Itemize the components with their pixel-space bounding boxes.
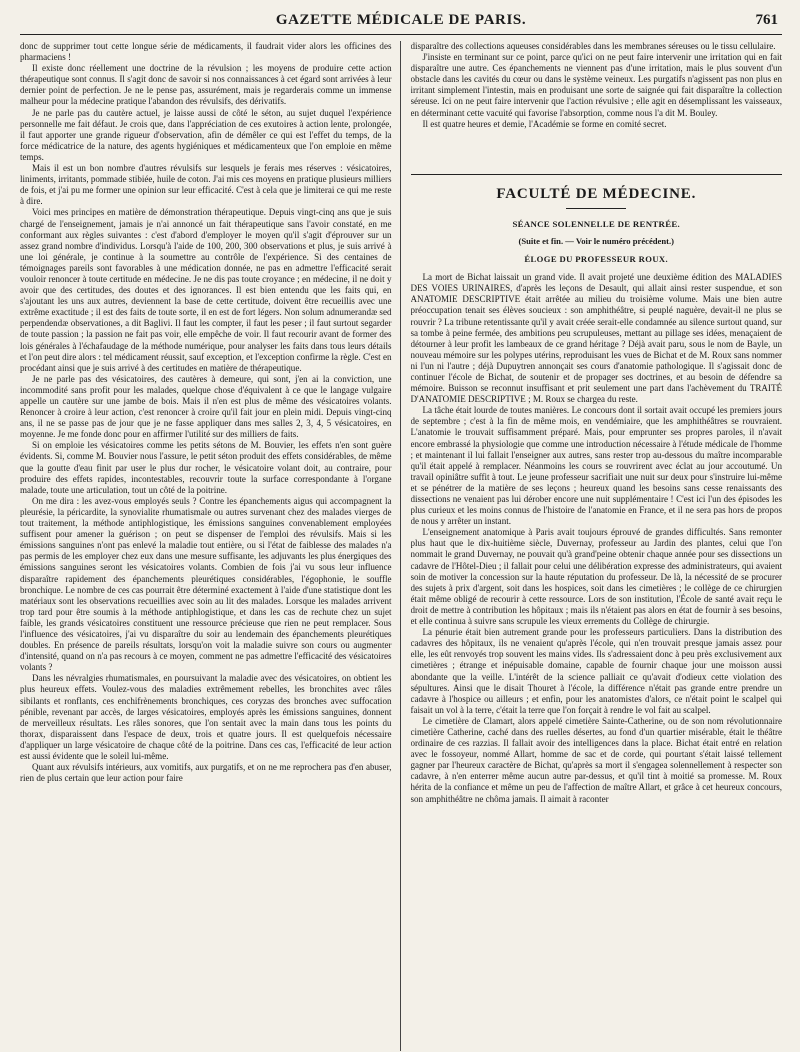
paragraph: La tâche était lourde de toutes manières. Le concours dont il sortait avait occupé les premiers jours de septembre ; c'est à la fin de même mois, en vendémiaire, que les amphithéâtres se rouvraient. L'anatomie le trouvait suffisamment préparé. Mais, pour emprunter ses propres paroles, il n'avait encore embrassé la physiologie que comme une introduction nécessaire à l'étude médicale de l'homme ; et maintenant il lui fallait l'enseigner aux autres, sans rester trop au-dessous du maître incomparable qu'il était appelé à remplacer. Néanmoins les cours se rouvrirent avec éclat au jour accoutumé. Un travail opiniâtre suffit à tout. Le jeune professeur sacrifiait une nuit sur deux pour s'instruire lui-même et se pénétrer de la matière de ses leçons ; heureux quand les besoins sans cesse renaissants des dissections ne venaient pas lui dérober encore une nuit supplémentaire ! C'est ici l'un des épisodes les plus curieux et les moins connus de l'histoire de l'anatomie en France, et il ne sera pas hors de propos de nous y arrêter un instant. (410, 405, 782, 527)
section-subtitle: SÉANCE SOLENNELLE DE RENTRÉE. (512, 218, 681, 229)
paragraph: Il existe donc réellement une doctrine de la révulsion ; les moyens de produire cette action thérapeutique sont connus. Il s'agit donc de savoir si nos connaissances à cet égard sont arrivées à leur dernier point de perfection. Je ne le pense pas, assurément, mais je regarderais comme un immense malheur pour la médecine pratique l'abandon des révulsifs, des dérivatifs. (20, 63, 392, 107)
paragraph: Je ne parle pas des vésicatoires, des cautères à demeure, qui sont, j'en ai la conviction, une incommodité sans profit pour les malades, quelque chose d'équivalent à ce que le langage vulgaire appelle un cautère sur une jambe de bois. Mais il n'en est plus de même des vésicatoires volants. Renoncer à croire à leur action, c'est renoncer à croire qu'il fait jour en plein midi. Depuis vingt-cinq ans, il ne se passe pas de jour que je ne fasse appliquer dans mes salles 2, 3, 4, 5 vésicatoires, en moyenne. Je me fonde donc pour en affirmer l'utilité sur des milliers de faits. (20, 373, 392, 440)
paragraph: La mort de Bichat laissait un grand vide. Il avait projeté une deuxième édition des MALADIES DES VOIES URINAIRES, d'après les leçons de Desault, qui allait ainsi rester suspendue, et son ANATOMIE DESCRIPTIVE était arrêtée au milieu du troisième volume. Mais une bien autre préoccupation tenait ses élèves soucieux : son amphithéâtre, si peuplé naguère, devait-il ne plus se rouvrir ? La tribune retentissante qu'il y avait créée serait-elle condamnée au silence surtout quand, sur sa tombe à peine fermée, des ambitions peu scrupuleuses, mettant au pillage ses idées, menaçaient de détourner à leur profit les lambeaux de ce grand héritage ? Déjà avait paru, sous le nom de Bayle, un nouveau mémoire sur les polypes utérins, reproduisant les vues de Bichat et de M. Roux sans nommer ni l'un ni l'autre ; déjà Dupuytren annonçait ses cours d'anatomie pathologique. Il s'agissait donc de continuer l'école de Bichat, de soutenir et de propager ses doctrines, et au besoin de défendre sa mémoire. Buisson se reconnut insuffisant et prit seulement une part dans l'achèvement du TRAITÉ D'ANATOMIE DESCRIPTIVE ; M. Roux se chargea du reste. (410, 272, 782, 405)
paragraph: disparaître des collections aqueuses considérables dans les membranes séreuses ou le tissu cellulaire. (410, 41, 776, 51)
paragraph: Dans les névralgies rhumatismales, en poursuivant la maladie avec des vésicatoires, on obtient les plus heureux effets. Voulez-vous des maladies extrêmement rebelles, les bronchites avec râles sibilants et ronflants, ces enchifrènements bronchiques, ces coryzas des bronches avec suffocation pénible, revenant par accès, de larges vésicatoires, employés après les émissions sanguines, donnent de merveilleux résultats. Les râles sonores, que l'on sentait avec la main dans tous les points du thorax, disparaissent dans l'espace de deux, trois et quatre jours. Il est quelquefois nécessaire d'appliquer un large vésicatoire de chaque côté de la poitrine. Dans ces cas, l'efficacité de leur action est aussi évidente que le soleil lui-même. (20, 673, 392, 761)
paragraph: Je ne parle pas du cautère actuel, je laisse aussi de côté le séton, au sujet duquel l'expérience personnelle me fait défaut. Je crois que, dans l'appréciation de ces exutoires à action lente, prolongée, il faut apporter une grande rigueur d'observation, afin de démêler ce qui est l'effet du temps, de la force médicatrice de la nature, des agents hygiéniques et médicamenteux que l'on emploie en même temps. (20, 107, 392, 162)
paragraph: La pénurie était bien autrement grande pour les professeurs particuliers. Dans la distribution des cadavres des hôpitaux, ils ne venaient qu'après l'école, qui n'en trouvait presque jamais assez pour elle, les eût renvoyés trop souvent les mains vides. Ils s'adressaient donc à peu près exclusivement aux cimetières ; étrange et inépuisable domaine, capable de fournir chaque jour une moisson aussi abondante que la veille. L'intérêt de la science palliait ce qu'avait d'odieux cette violation des sépultures. Ainsi que le disait Thouret à l'école, la différence n'était pas grande entre prendre un cadavre à l'hospice ou ailleurs ; et enfin, pour les anatomistes d'alors, ce n'était point le scalpel qui faisait un vol à la terre, c'était la terre que l'on forçait à rendre le vol fait au scalpel. (410, 627, 782, 715)
section-title: FACULTÉ DE MÉDECINE. (411, 174, 783, 200)
paragraph: donc de supprimer tout cette longue série de médicaments, il faudrait vider alors les officines des pharmaciens ! (20, 41, 392, 63)
paragraph: On me dira : les avez-vous employés seuls ? Contre les épanchements aigus qui accompagnent la pleurésie, la péricardite, la synovialite rhumatismale ou autres survenant chez des malades vierges de tout traitement, la méthode antiphlogistique, les émissions sanguines convenablement employées suffisent pour amener la guérison ; on peut se dispenser de l'emploi des révulsifs. Mais si les émissions sanguines n'ont pas enlevé la maladie tout entière, ou si l'état de faiblesse des malades n'a pas permis de les employer chez eux dans une mesure suffisante, les adjuvants les plus énergiques des émissions sanguines seront les vésicatoires volants. Combien de fois j'ai vu sous leur influence disparaître rapidement des épanchements pleurétiques considérables, l'égophonie, le souffle bronchique. Le nombre de ces cas pourrait être déterminé exactement à l'aide d'une statistique dont les matériaux sont les observations recueillies avec soin au lit des malades. Lorsque les malades arrivent trop tard pour être soumis à la méthode antiphlogistique, et dans les cas de rechute chez un sujet faible, les grands vésicatoires constituent une ressource précieuse que rien ne peut remplacer. Sous l'influence des vésicatoires, j'ai vu disparaître du soir au lendemain des épanchements pleurétiques doubles. En présence de pareils résultats, lorsqu'on voit la maladie suivre son cours ou augmenter d'intensité, quand on n'a pas recours à ce moyen, comment ne pas admettre l'efficacité des vésicatoires volants ? (20, 495, 392, 673)
right-column (411, 41, 783, 1051)
divider (566, 208, 626, 209)
page-header (20, 12, 782, 35)
journal-title: GAZETTE MÉDICALE DE PARIS. (275, 12, 527, 28)
left-column (20, 41, 401, 1051)
page-number: 761 (755, 12, 778, 28)
continuation-note: (Suite et fin. — Voir le numéro précédent.) (518, 235, 675, 246)
paragraph: Il est quatre heures et demie, l'Académie se forme en comité secret. (422, 118, 667, 129)
paragraph: Si on emploie les vésicatoires comme les petits sétons de M. Bouvier, les effets n'en sont guère évidents. Si, comme M. Bouvier nous l'assure, le petit séton produit des effets considérables, de même que la goutte d'eau finit par user le plus dur rocher, le vésicatoire volant doit, au contraire, pour produire des effets rapides, incontestables, recouvrir toute la surface correspondante à l'organe malade, toute une articulation, tout un côté de la poitrine. (20, 440, 392, 495)
paragraph: Mais il est un bon nombre d'autres révulsifs sur lesquels je ferais mes réserves : vésicatoires, liniments, irritants, pommade stibiée, huile de coton. J'ai mis ces moyens en pratique plusieurs milliers de fois, et j'ai pu me former une opinion sur leur efficacité. C'est à cela que je limiterai ce qui me reste à dire. (20, 163, 392, 207)
paragraph: J'insiste en terminant sur ce point, parce qu'ici on ne peut faire intervenir une irritation qui en fait disparaître une autre. Ces épanchements ne viennent pas d'une irritation, mais le plus souvent d'un obstacle dans les cavités du cœur ou dans le système veineux. Les purgatifs n'agissent pas non plus en irritant simplement l'intestin, mais en produisant une sorte de saignée qui fait disparaître la collection séreuse. Ici on ne peut faire intervenir que l'action révulsive ; elle agit en désemplissant les vaisseaux, en déterminant cette vacuité qui favorise l'absorption, comme nous l'a dit M. Bouley. (410, 52, 782, 118)
paragraph: L'enseignement anatomique à Paris avait toujours éprouvé de grandes difficultés. Sans remonter plus haut que le dix-huitième siècle, Duvernay, professeur au Jardin des plantes, celui que l'on nommait le grand Duvernay, ne pouvait qu'à grand'peine obtenir chaque année pour ses dissections un cadavre de l'Hôtel-Dieu ; il fallait pour celui une délibération expresse des administrateurs, qui avaient soin de motiver la concession sur la haute réputation du professeur. De là, la nécessité de se procurer des sujets à prix d'argent, soit dans les hospices, soit dans les cimetières ; le collège de ce chirurgien était même obligé de recourir à cette ressource. Lors de son institution, l'École de santé avait reçu le droit de mettre à contribution les hôpitaux ; mais ils n'étaient pas alors en état de fournir à ses besoins, et elle continua à suivre sans scrupule les vieux errements du Collège de chirurgie. (410, 527, 782, 627)
article-title: ÉLOGE DU PROFESSEUR ROUX. (524, 254, 669, 265)
paragraph: Voici mes principes en matière de démonstration thérapeutique. Depuis vingt-cinq ans que je suis chargé de l'enseignement, jamais je n'ai annoncé un fait thérapeutique sans l'avoir constaté, en me conformant aux règles suivantes : c'est d'abord d'employer le moyen qu'il s'agit d'éprouver sur un assez grand nombre d'individus. Lorsqu'à l'aide de 100, 200, 300 observations et plus, je suis arrivé à une loi générale, je continue à la soumettre au contrôle de l'expérience. Si des centaines de témoignages pareils sont favorables à une médication donnée, ne pas en admettre l'efficacité serait vouloir renoncer à toute certitude en médecine. Je ne dis pas toute croyance ; en médecine, il ne doit y avoir que des certitudes, des doutes et des ignorances. Il est bien entendu que les faits qui, en s'ajoutant les uns aux autres, deviennent la base de cette certitude, doivent être recueillis avec une extrême exactitude ; il est des faits de toute sorte, il en est de fort légers. Non solum adnumerandæ sed perpendendæ observationes, a dit Baglivi. Il faut les compter, il faut les peser ; il faut surtout segarder de toute passion ; la passion ne fait pas voir, elle empêche de voir. Il faut recourir avant de former des lois générales à l'échafaudage de la méthode numérique, pour analyser les faits dans tous leurs détails et l'on peut dire alors : tel médicament réussit, sauf exception, et l'exception confirme la règle. C'est en procédant ainsi que je suis arrivé à des certitudes en matière de thérapeutique. (20, 207, 392, 373)
text-columns (20, 41, 782, 1051)
paragraph: Le cimetière de Clamart, alors appelé cimetière Sainte-Catherine, ou de son nom révolutionnaire cimetière Catherine, caché dans des ruelles désertes, au fond d'un quartier misérable, était le théâtre ordinaire de ces razzias. Il fallait avoir des intelligences dans la place. Bichat était entré en relation avec le fossoyeur, nommé Allart, homme de sac et de corde, qui pourtant s'était laissé tellement gagner par l'heureux caractère de Bichat, qu'après sa mort il s'engagea solennellement à respecter son cadavre, à n'en enterrer même aucun autre par-dessus, et qu'il tint à moitié sa promesse. M. Roux hérita de la confiance et même un peu de l'affection de maître Allart, et grâce à cet heureux concours, son amphithéâtre ne chôma jamais. Il aimait à raconter (410, 715, 782, 804)
paragraph: Quant aux révulsifs intérieurs, aux vomitifs, aux purgatifs, et on ne me reprochera pas d'en abuser, rien de plus certain que leur action pour faire (20, 762, 392, 784)
